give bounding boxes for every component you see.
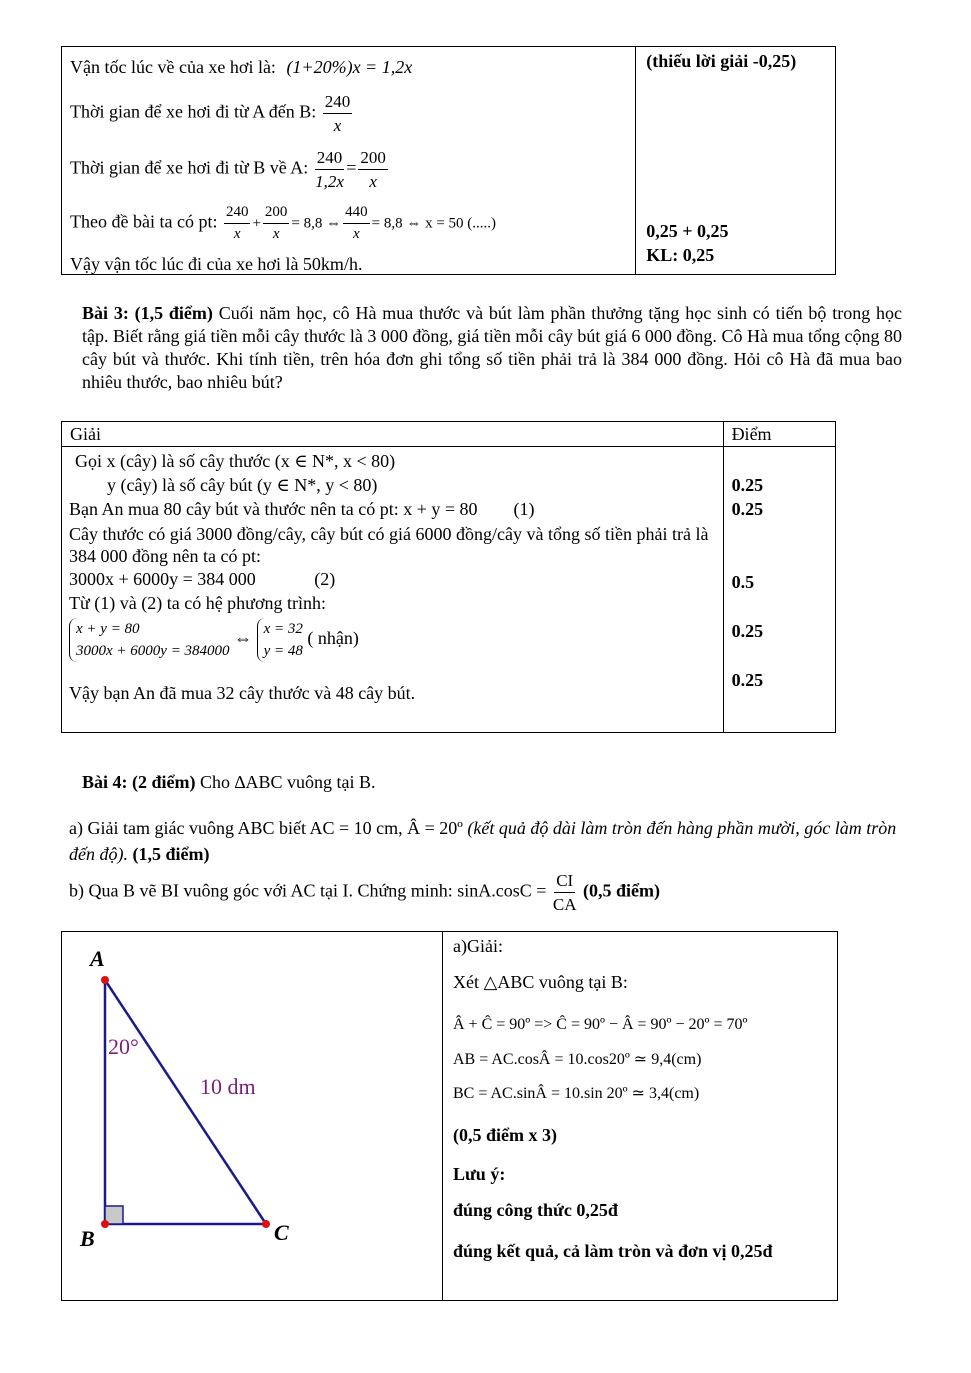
problem-4a: a) Giải tam giác vuông ABC biết AC = 10 cm, Â = 20º (kết quả độ dài làm tròn đến hàng phần mười, góc làm tròn đến độ). (1,5 điểm) [69,818,897,864]
side-ac [105,980,266,1224]
label-angle: 20° [108,1034,139,1059]
row-equation: Theo đề bài ta có pt: $\frac{240}{x}$ + $\frac{200}{x}$ = 8,8 ⇔ $\frac{440}{x}$ = 8,8 ⇔ x = 50 (.....) [70,204,497,242]
label-a: A [90,946,105,971]
table-problem4 [61,931,838,1301]
problem-4-title: Bài 4: (2 điểm) Cho ∆ABC vuông tại B. [82,772,376,792]
solution-cell [62,447,724,733]
line-equation-2: 3000x + 6000y = 384 000 (2) [69,569,336,589]
section1-score-cell [636,47,836,275]
solution-note-title: Lưu ý: [453,1164,506,1184]
score-1: 0.25 [731,475,764,495]
line-define-y: y (cây) là số cây bút (y ∈ N*, y < 80) [107,475,378,495]
point-c [262,1220,270,1228]
problem-4b: b) Qua B vẽ BI vuông góc với AC tại I. Chứng minh: sinA.cosC = $\frac{CI}{CA}$ (0,5 điểm) [69,871,661,914]
line-price-info: Cây thước có giá 3000 đồng/cây, cây bút có giá 6000 đồng/cây và tổng số tiền phải trả là 384 000 đồng nên ta có pt: [69,524,709,566]
label-b: B [80,1226,95,1251]
solution-eq-angle: Â + Ĉ = 90º => Ĉ = 90º − Â = 90º − 20º = 70º [453,1016,748,1033]
table-problem3 [61,421,836,733]
note-missing-solution: (thiếu lời giải -0,25) [646,51,797,71]
header-solution: Giải [62,422,724,447]
fraction-240-1-2x: $\frac{240}{1,2x}$ [315,148,344,191]
triangle-figure [62,932,442,1300]
line-equation-1: Bạn An mua 80 cây bút và thước nên ta có pt: x + y = 80 (1) [69,499,535,519]
fraction-eq-240: $\frac{240}{x}$ [225,204,249,242]
solution-eq-ab: AB = AC.cosÂ = 10.cos20º ≃ 9,4(cm) [453,1051,702,1068]
solution-title: a)Giải: [453,936,503,956]
solution-note-2: đúng kết quả, cả làm tròn và đơn vị 0,25đ [453,1241,773,1261]
score-3: 0.5 [731,572,755,592]
section1-work-cell [62,47,636,275]
solution-points: (0,5 điểm x 3) [453,1125,557,1145]
header-score: Điểm [723,422,835,447]
figure-cell [62,932,443,1301]
problem-3: Bài 3: (1,5 điểm) Cuối năm học, cô Hà mua thước và bút làm phần thưởng tặng học sinh có tiến bộ trong học tập. Biết rằng giá tiền mỗi cây thước là 3 000 đồng, giá tiền mỗi cây bút giá 6 000 đồng. Cô Hà mua tổng cộng 80 cây bút và thước. Khi tính tiền, trên hóa đơn ghi tổng số tiền phải trả là 384 000 đồng. Hỏi cô Hà đã mua bao nhiêu thước, bao nhiêu bút? [82,303,903,392]
fraction-eq-200: $\frac{200}{x}$ [264,204,288,242]
fraction-200-x: $\frac{200}{x}$ [360,148,386,191]
system-left: x + y = 80 3000x + 6000y = 384000 [69,618,230,662]
point-a [101,976,109,984]
score-4: 0.25 [731,621,764,641]
solution-4-cell [443,932,838,1301]
line-define-x: Gọi x (cây) là số cây thước (x ∈ N*, x < 80) [75,451,396,471]
point-b [101,1220,109,1228]
solution-note-1: đúng công thức 0,25đ [453,1200,618,1220]
label-c: C [274,1220,289,1245]
line-system-intro: Từ (1) và (2) ta có hệ phương trình: [69,593,326,613]
fraction-240-x: $\frac{240}{x}$ [324,92,351,135]
score-2: 0.25 [731,499,764,519]
return-speed-formula: (1+20%)x = 1,2x [286,57,413,77]
row-conclusion: Vậy vận tốc lúc đi của xe hơi là 50km/h. [70,254,363,274]
solution-consider: Xét △ABC vuông tại B: [453,972,628,992]
label-side: 10 dm [200,1074,256,1099]
score-5: 0.25 [731,670,764,690]
table-section1 [61,46,836,275]
fraction-ci-ca: $\frac{CI}{CA}$ [552,871,577,914]
row-return-speed: Vận tốc lúc về của xe hơi là: (1+20%)x = 1,2x [70,57,413,77]
score-kl: KL: 0,25 [646,245,715,265]
score-cell [723,447,835,733]
row-time-ab: Thời gian để xe hơi đi từ A đến B: $\frac{240}{x}$ [70,92,351,135]
line-answer: Vậy bạn An đã mua 32 cây thước và 48 cây bút. [69,683,416,703]
fraction-eq-440: $\frac{440}{x}$ [345,204,368,242]
equation-system: x + y = 80 3000x + 6000y = 384000 ⇔ x = 32 y = 48 ( nhận) [69,618,359,662]
system-right: x = 32 y = 48 [257,618,303,662]
score-line: 0,25 + 0,25 [646,221,729,241]
row-time-ba: Thời gian để xe hơi đi từ B về A: $\frac{240}{1,2x}$ = $\frac{200}{x}$ [70,148,386,191]
solution-eq-bc: BC = AC.sinÂ = 10.sin 20º ≃ 3,4(cm) [453,1085,700,1102]
